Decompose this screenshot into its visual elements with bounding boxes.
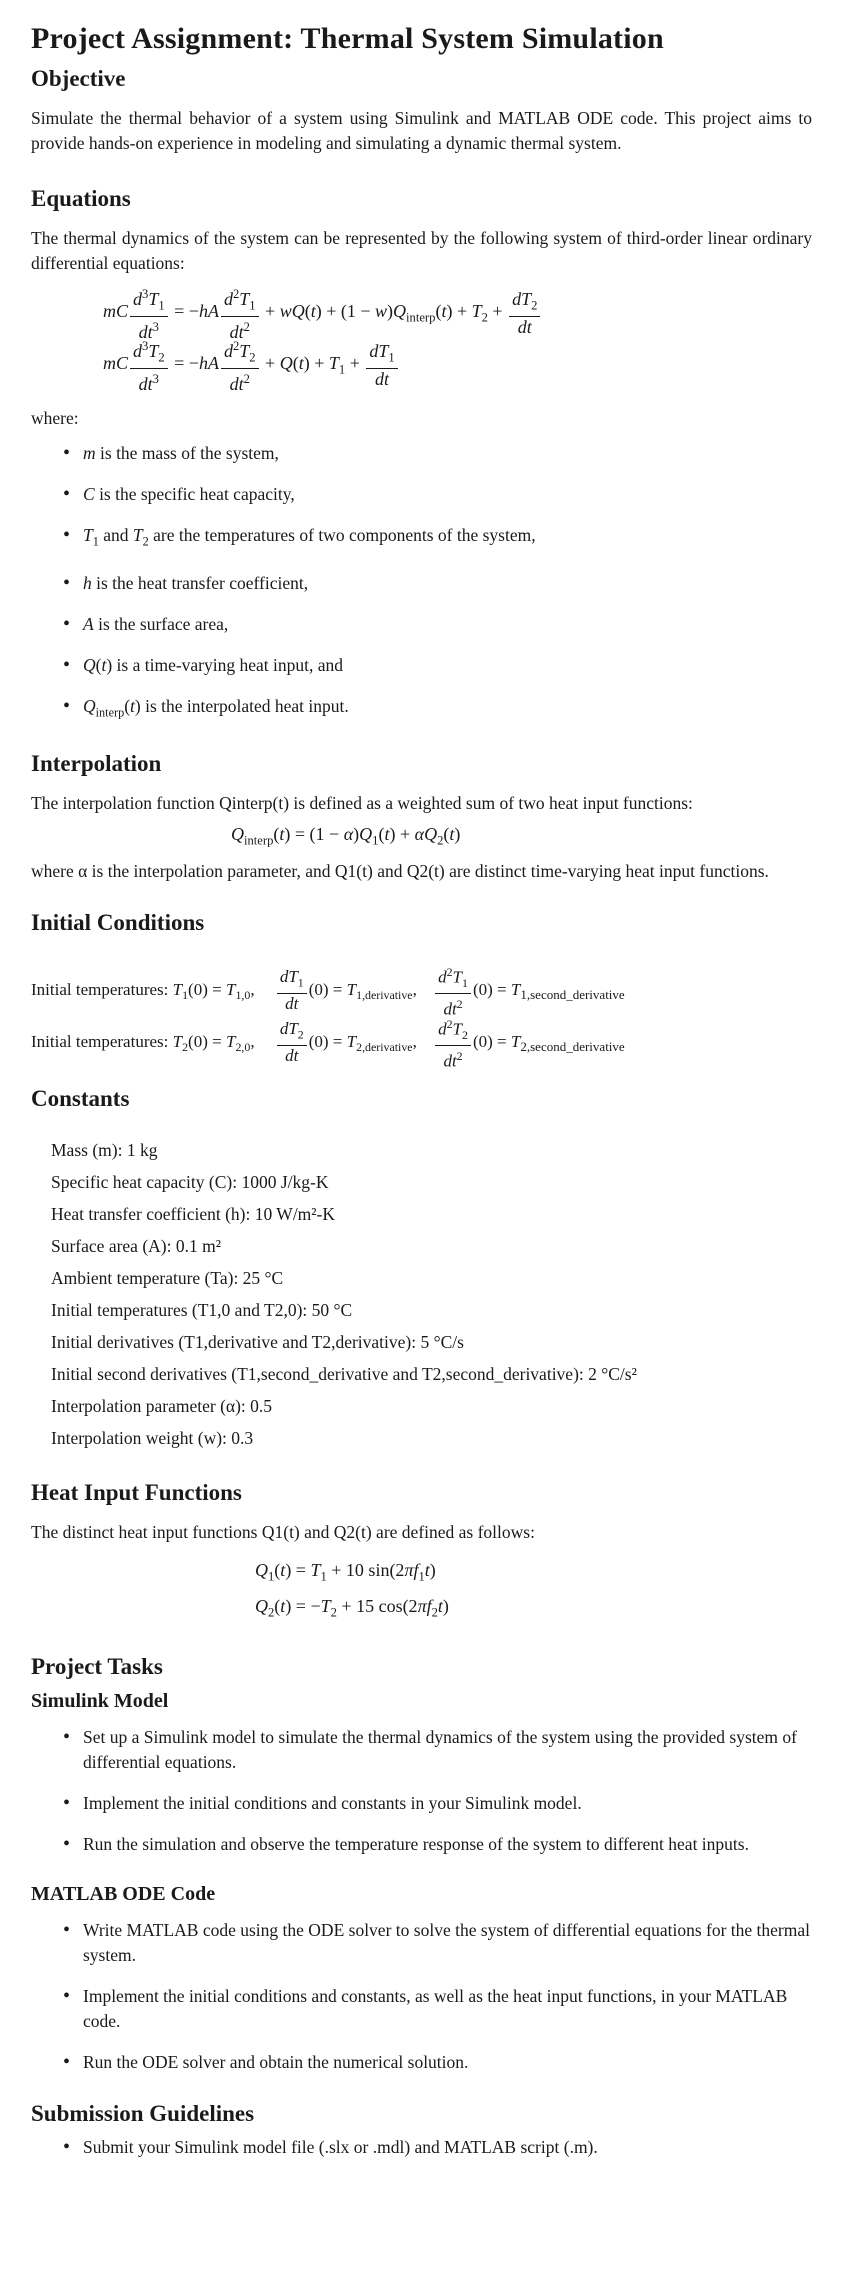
heat-input-q2: $Q_2(t) = -T_2 + 15$ $\cos(2\pi f_2t)$ bbox=[255, 1596, 449, 1620]
constant-item: Specific heat capacity (C): 1000 J/kg-K bbox=[51, 1171, 329, 1192]
list-item: • Submit your Simulink model file (.slx or .mdl) and MATLAB script (.m). bbox=[83, 2135, 812, 2160]
constant-item: Mass (m): 1 kg bbox=[51, 1139, 158, 1160]
initial-conditions-block bbox=[31, 962, 812, 1071]
list-item: • Run the simulation and observe the temperature response of the system to different heat inputs. bbox=[83, 1832, 812, 1857]
variable-list bbox=[31, 441, 812, 725]
matlab-task-list bbox=[31, 1918, 812, 2075]
list-item: • Implement the initial conditions and constants, as well as the heat input functions, in your MATLAB code. bbox=[83, 1984, 812, 2034]
ode-equation-2: mC $\frac{d^3T_2}{dt^3}$ = −hA $\frac{d^2T_2}{dt^2}$ + $Q(t) + T_1$ + $\frac{dT_1}{dt}$ bbox=[103, 336, 400, 394]
matlab-heading: MATLAB ODE Code bbox=[31, 1882, 216, 1905]
initial-condition-row-1: Initial temperatures: $T_1(0) = T_{1,0}$, $\frac{dT_1}{dt}$ $(0) = T_{1,derivative}$, $\frac{d^2T_1}{dt^2}$ $(0) = T_{1,second\_derivative}$ bbox=[31, 962, 625, 1020]
constant-item: Surface area (A): 0.1 m² bbox=[51, 1235, 221, 1256]
page-title: Project Assignment: Thermal System Simulation bbox=[31, 22, 664, 55]
list-item: • Write MATLAB code using the ODE solver to solve the system of differential equations for the thermal system. bbox=[83, 1918, 812, 1968]
constant-item: Initial derivatives (T1,derivative and T2,derivative): 5 °C/s bbox=[51, 1331, 464, 1352]
constant-item: Interpolation weight (w): 0.3 bbox=[51, 1427, 254, 1448]
constant-item: Heat transfer coefficient (h): 10 W/m²-K bbox=[51, 1203, 335, 1224]
list-item: • A is the surface area, bbox=[83, 612, 812, 637]
list-item: • Set up a Simulink model to simulate the thermal dynamics of the system using the provided system of differential equations. bbox=[83, 1725, 812, 1775]
list-item: • Q(t) is a time-varying heat input, and bbox=[83, 653, 812, 678]
submission-heading: Submission Guidelines bbox=[31, 2100, 255, 2126]
project-tasks-heading: Project Tasks bbox=[31, 1653, 163, 1679]
constants-heading: Constants bbox=[31, 1085, 130, 1111]
list-item: • Run the ODE solver and obtain the numerical solution. bbox=[83, 2050, 812, 2075]
list-item: • $Q_{interp}(t)$ is the interpolated heat input. bbox=[83, 694, 812, 726]
submission-list bbox=[31, 2135, 812, 2160]
constants-list bbox=[31, 1134, 812, 1454]
equations-intro: The thermal dynamics of the system can be represented by the following system of third-order linear ordinary differential equations: bbox=[31, 228, 812, 273]
list-item: • C is the specific heat capacity, bbox=[83, 482, 812, 507]
interpolation-after: where α is the interpolation parameter, and Q1(t) and Q2(t) are distinct time-varying heat input functions. bbox=[31, 860, 769, 881]
ode-equation-1: mC $\frac{d^3T_1}{dt^3}$ = −hA $\frac{d^2T_1}{dt^2}$ + $wQ(t) + (1 - w)Q_{interp}(t) + T_2$ + $\frac{dT_2}{dt}$ bbox=[103, 284, 542, 342]
heat-input-heading: Heat Input Functions bbox=[31, 1479, 242, 1505]
simulink-heading: Simulink Model bbox=[31, 1689, 169, 1712]
objective-text: Simulate the thermal behavior of a system using Simulink and MATLAB ODE code. This project aims to provide hands-on experience in modeling and simulating a dynamic thermal system. bbox=[31, 108, 812, 153]
heat-input-intro: The distinct heat input functions Q1(t) and Q2(t) are defined as follows: bbox=[31, 1521, 535, 1542]
interpolation-heading: Interpolation bbox=[31, 751, 162, 776]
simulink-task-list bbox=[31, 1725, 812, 1857]
constant-item: Ambient temperature (Ta): 25 °C bbox=[51, 1267, 284, 1288]
constant-item: Initial temperatures (T1,0 and T2,0): 50 °C bbox=[51, 1299, 353, 1320]
ode-system bbox=[103, 284, 812, 392]
list-item: • Implement the initial conditions and constants in your Simulink model. bbox=[83, 1791, 812, 1816]
equations-heading: Equations bbox=[31, 186, 131, 211]
objective-heading: Objective bbox=[31, 66, 126, 91]
initial-conditions-heading: Initial Conditions bbox=[31, 909, 205, 935]
list-item: • h is the heat transfer coefficient, bbox=[83, 571, 812, 596]
initial-condition-row-2: Initial temperatures: $T_2(0) = T_{2,0}$, $\frac{dT_2}{dt}$ $(0) = T_{2,derivative}$, $\frac{d^2T_2}{dt^2}$ $(0) = T_{2,second\_derivative}$ bbox=[31, 1014, 625, 1072]
heat-input-q1: $Q_1(t) = T_1 + 10$ $\sin(2\pi f_1t)$ bbox=[255, 1559, 436, 1584]
constant-item: Initial second derivatives (T1,second_derivative and T2,second_derivative): 2 °C/s² bbox=[51, 1363, 637, 1384]
heat-input-equations bbox=[255, 1555, 812, 1628]
interpolation-intro: The interpolation function Qinterp(t) is defined as a weighted sum of two heat input functions: bbox=[31, 793, 693, 813]
interpolation-equation: $Q_{interp}(t) = (1 - \alpha)Q_1(t) + \alpha Q_2(t)$ bbox=[231, 824, 461, 848]
where-label: where: bbox=[31, 408, 79, 428]
constant-item: Interpolation parameter (α): 0.5 bbox=[51, 1395, 273, 1416]
list-item: • $T_1$ and $T_2$ are the temperatures of two components of the system, bbox=[83, 523, 812, 555]
list-item: • m is the mass of the system, bbox=[83, 441, 812, 466]
